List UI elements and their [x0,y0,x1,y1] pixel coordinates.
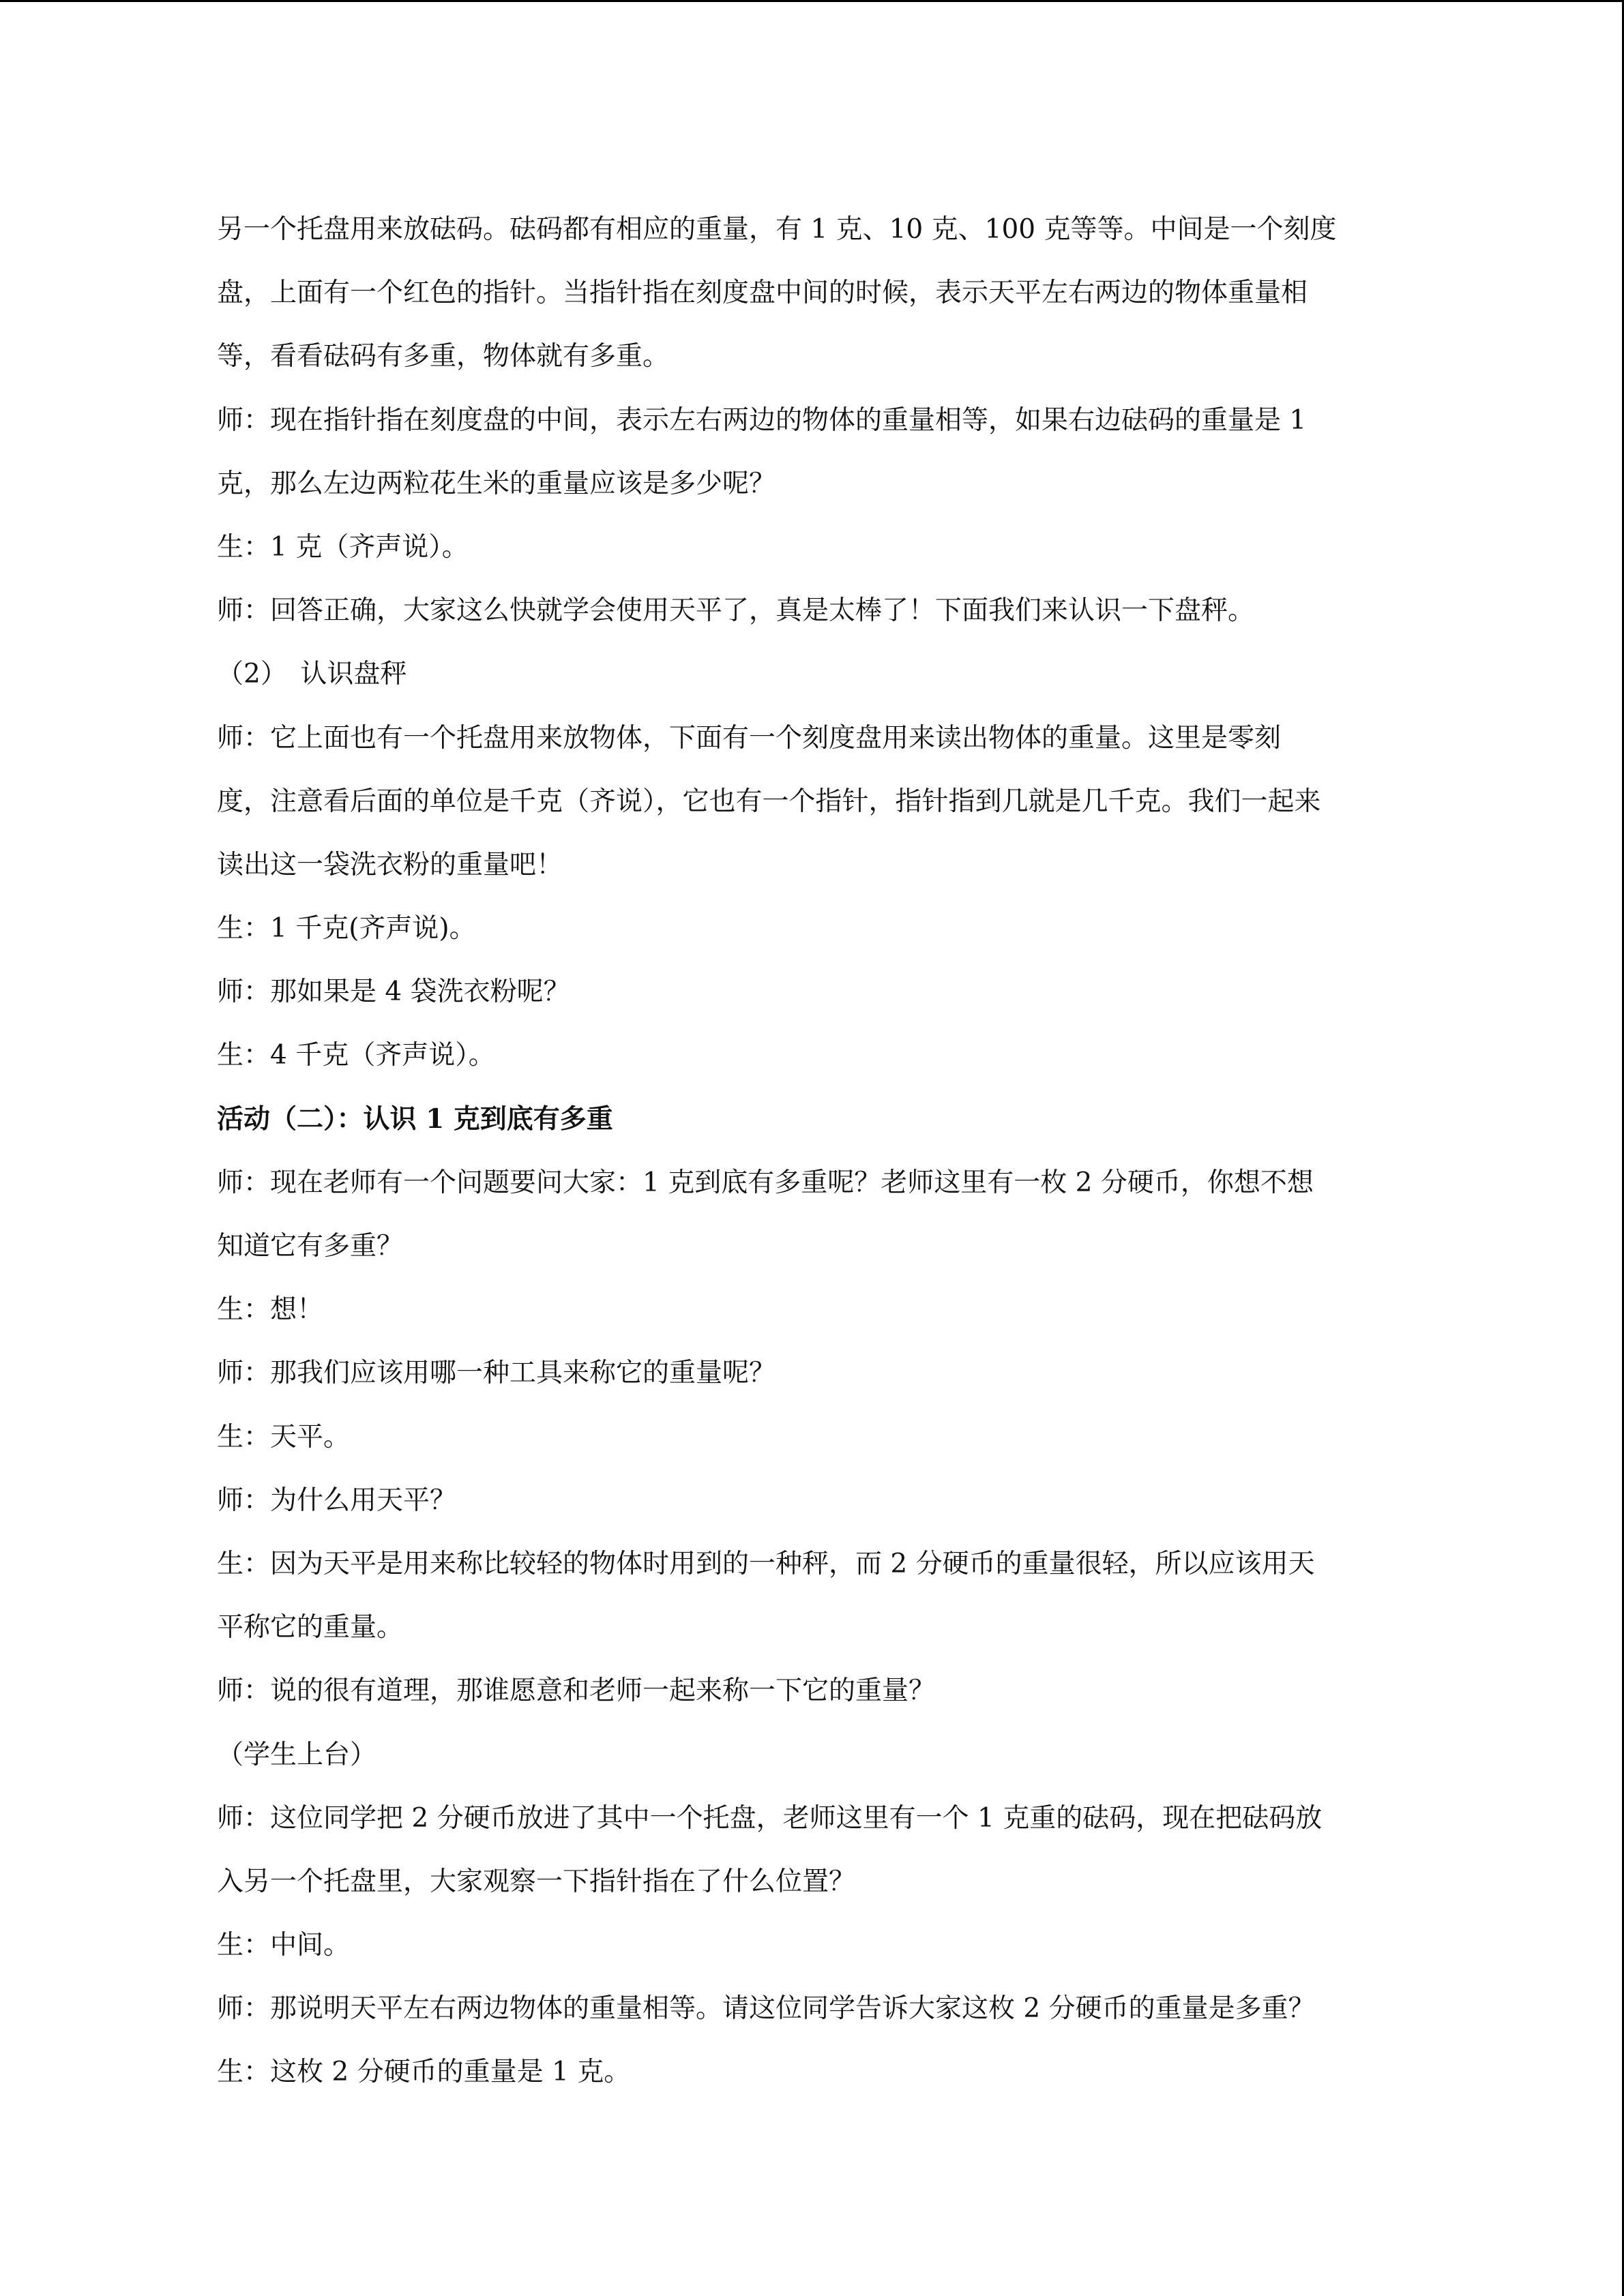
document-body [217,198,1417,2104]
paragraph-line: 盘，上面有一个红色的指针。当指针指在刻度盘中间的时候，表示天平左右两边的物体重量相 [217,278,1308,309]
paragraph-line: 师：它上面也有一个托盘用来放物体，下面有一个刻度盘用来读出物体的重量。这里是零刻 [217,722,1282,754]
subsection-heading: （2） 认识盘秤 [217,659,407,690]
paragraph-line: （学生上台） [217,1739,377,1770]
paragraph-line: 知道它有多重？ [217,1231,404,1262]
paragraph-line: 师：那我们应该用哪一种工具来称它的重量呢？ [217,1358,776,1389]
paragraph-line: 生：天平。 [217,1421,351,1452]
paragraph-line: 生：这枚 2 分硬币的重量是 1 克。 [217,2057,631,2088]
paragraph-line: 等，看看砝码有多重，物体就有多重。 [217,341,670,372]
paragraph-line: 师：说的很有道理，那谁愿意和老师一起来称一下它的重量？ [217,1675,936,1707]
paragraph-line: 另一个托盘用来放砝码。砝码都有相应的重量，有 1 克、10 克、100 克等等。中间是一个刻度 [217,214,1337,245]
paragraph-line: 生：想！ [217,1294,324,1326]
paragraph-line: 师：现在老师有一个问题要问大家：1 克到底有多重呢？老师这里有一枚 2 分硬币，你想不想 [217,1167,1314,1198]
paragraph-line: 平称它的重量。 [217,1612,404,1643]
page-top-border [0,0,1624,2]
paragraph-line: 师：那说明天平左右两边物体的重量相等。请这位同学告诉大家这枚 2 分硬币的重量是多重？ [217,1993,1315,2025]
paragraph-line: 生：1 千克(齐声说)。 [217,913,476,944]
paragraph-line: 师：为什么用天平？ [217,1485,457,1516]
paragraph-line: 生：中间。 [217,1930,351,1961]
paragraph-line: 读出这一袋洗衣粉的重量吧！ [217,849,563,880]
paragraph-line: 生：1 克（齐声说）。 [217,531,469,563]
paragraph-line: 入另一个托盘里，大家观察一下指针指在了什么位置？ [217,1866,856,1897]
paragraph-line: 生：4 千克（齐声说）。 [217,1040,495,1071]
section-heading: 活动（二）：认识 1 克到底有多重 [217,1103,613,1135]
paragraph-line: 生：因为天平是用来称比较轻的物体时用到的一种秤，而 2 分硬币的重量很轻，所以应该用天 [217,1548,1315,1579]
paragraph-line: 度，注意看后面的单位是千克（齐说），它也有一个指针，指针指到几就是几千克。我们一起来 [217,786,1321,817]
paragraph-line: 师：那如果是 4 袋洗衣粉呢？ [217,976,570,1008]
paragraph-line: 师：这位同学把 2 分硬币放进了其中一个托盘，老师这里有一个 1 克重的砝码，现在把砝码放 [217,1802,1323,1834]
paragraph-line: 师：回答正确，大家这么快就学会使用天平了，真是太棒了！下面我们来认识一下盘秤。 [217,595,1255,627]
paragraph-line: 师：现在指针指在刻度盘的中间，表示左右两边的物体的重量相等，如果右边砝码的重量是 1 [217,404,1307,436]
paragraph-line: 克，那么左边两粒花生米的重量应该是多少呢？ [217,468,776,499]
